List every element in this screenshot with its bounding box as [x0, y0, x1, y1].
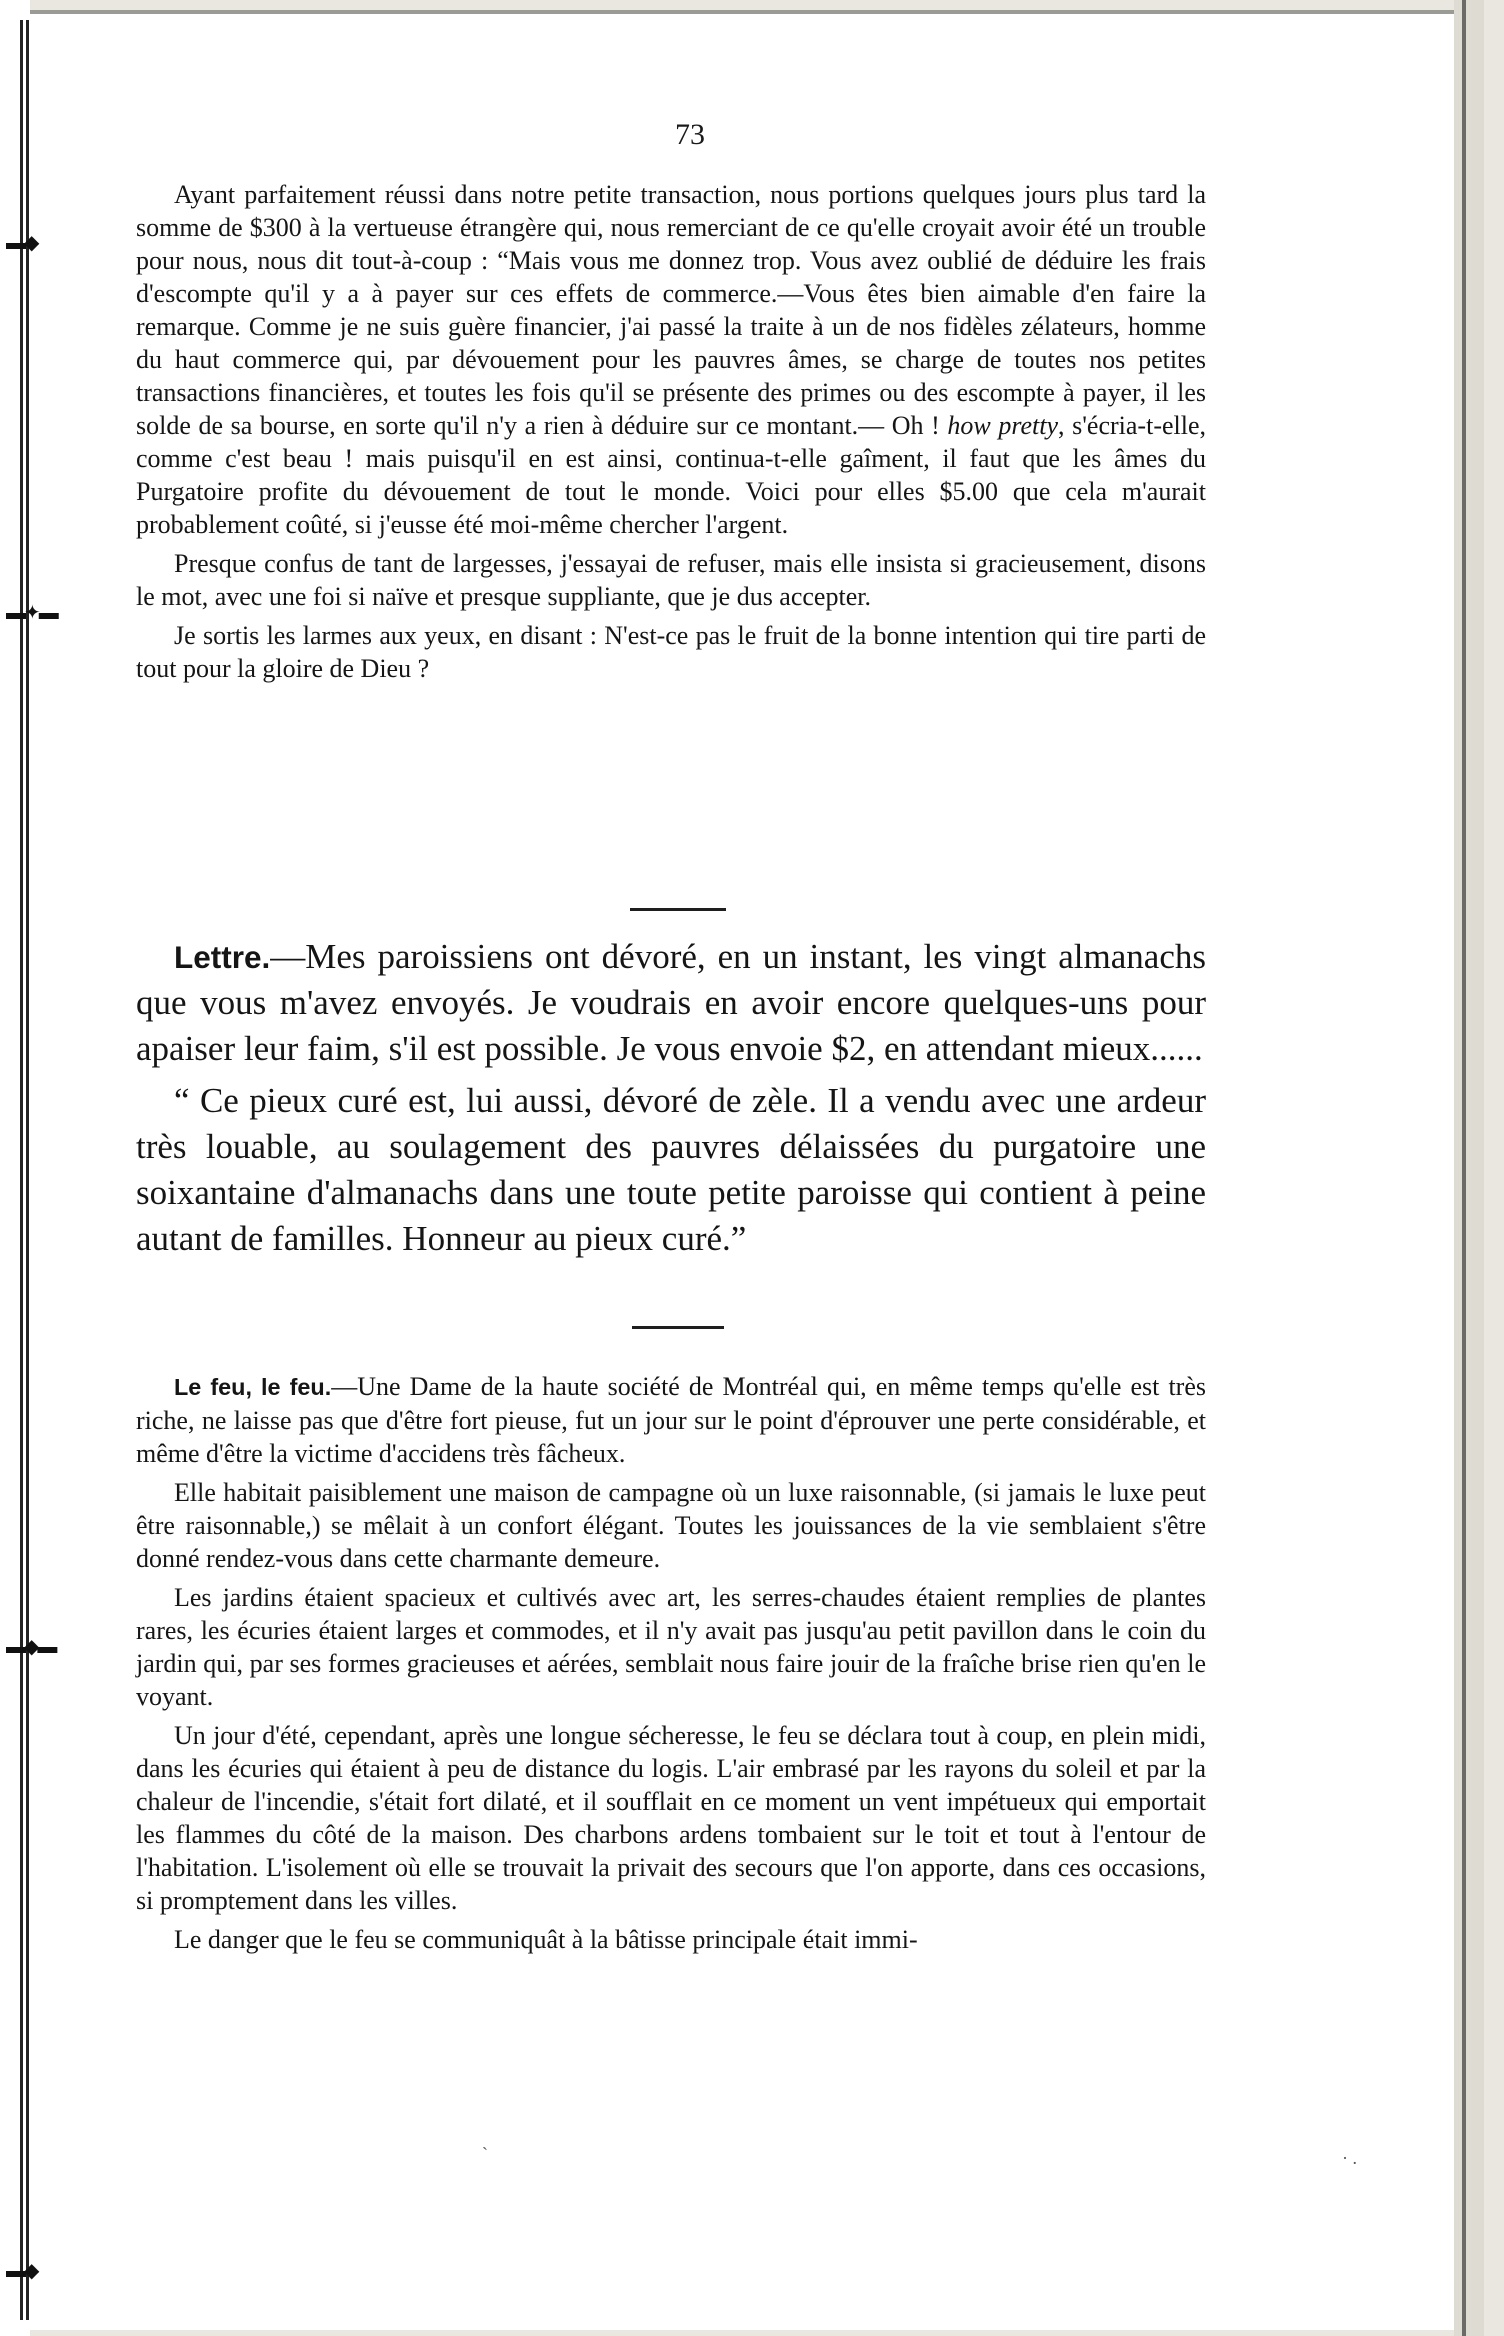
- paragraph: Je sortis les larmes aux yeux, en disant : N'est-ce pas le fruit de la bonne intention qui tire parti de tout pour la gloire de Dieu ?: [136, 621, 1206, 683]
- speck-mark: · .: [1342, 2148, 1357, 2168]
- section-divider: [632, 1326, 724, 1329]
- paragraph-lead: Le feu, le feu.: [174, 1374, 332, 1400]
- page-edge-line: [1462, 0, 1466, 2336]
- paragraph: [136, 1370, 1206, 1470]
- paragraph-text: Ayant parfaitement réussi dans notre petite transaction, nous portions quelques jours plus tard la somme de $300 à la vertueuse étrangère qui, nous remerciant de ce qu'elle croyait avoir été un trouble pour nous, nous dit tout-à-coup : “Mais vous me donnez trop. Vous avez oublié de déduire les frais d'escompte qu'il y a à payer sur ces effets de commerce.—Vous êtes bien aimable d'en faire la remarque. Comme je ne suis guère financier, j'ai passé la traite à un de nos fidèles zélateurs, homme du haut commerce qui, par dévouement pour les pauvres âmes, se charge de toutes nos petites transactions financières, et toutes les fois qu'il se présente des primes ou des escompte à payer, il les solde de sa bourse, en sorte qu'il n'y a rien à déduire sur ce montant.— Oh !: [136, 180, 1206, 440]
- italic-phrase: how pretty: [947, 411, 1059, 440]
- binding-stitch-icon: ▬◆: [6, 2260, 38, 2282]
- spine-line: [26, 20, 29, 2320]
- paragraph: [136, 934, 1206, 1072]
- binding-stitch-icon: ▬✦▬: [6, 602, 57, 624]
- page-spine: [0, 0, 30, 2336]
- spine-line: [20, 20, 23, 2320]
- section-letter: [136, 934, 1206, 1262]
- paragraph: [136, 178, 1206, 541]
- section-divider: [630, 908, 726, 911]
- paragraph-lead: Lettre.: [174, 939, 271, 975]
- paragraph-text: —Mes paroissiens ont dévoré, en un instant, les vingt almanachs que vous m'avez envoyés. Je voudrais en avoir encore quelques-uns pour apaiser leur faim, s'il est possible. Je vous envoie $2, en attendant mieux......: [136, 937, 1206, 1068]
- paragraph: Les jardins étaient spacieux et cultivés avec art, les serres-chaudes étaient remplies de plantes rares, les écuries étaient larges et commodes, et il n'y avait pas jusqu'au petit pavillon dans le coin du jardin qui, par ses formes gracieuses et aérées, semblait nous faire jouir de la fraîche brise rien qu'en le voyant.: [136, 1583, 1206, 1711]
- binding-stitch-icon: ▬◆▬: [6, 1636, 56, 1658]
- binding-stitch-icon: ▬◆: [6, 232, 38, 254]
- paragraph: Un jour d'été, cependant, après une longue sécheresse, le feu se déclara tout à coup, en plein midi, dans les écuries qui étaient à peu de distance du logis. L'air embrasé par les rayons du soleil et par la chaleur de l'incendie, s'était fort dilaté, et il soufflait en ce moment un vent impétueux qui emportait les flammes du côté de la maison. Des charbons ardens tombaient sur le toit et tout à l'entour de l'habitation. L'isolement où elle se trouvait la privait des secours que l'on apporte, dans ces occasions, si promptement dans les villes.: [136, 1721, 1206, 1915]
- speck-mark: ˏ: [482, 2130, 488, 2150]
- paragraph: Le danger que le feu se communiquât à la bâtisse principale était immi-: [174, 1925, 918, 1954]
- section-fire-story: [136, 1370, 1206, 1956]
- page-number: 73: [675, 118, 705, 151]
- page-edge: [1454, 0, 1484, 2336]
- paragraph-text: —Une Dame de la haute société de Montréal qui, en même temps qu'elle est très riche, ne laisse pas que d'être fort pieuse, fut un jour sur le point d'éprouver une perte considérable, et même d'être la victime d'accidens très fâcheux.: [136, 1372, 1206, 1468]
- section-anecdote: [136, 178, 1206, 685]
- paragraph: “ Ce pieux curé est, lui aussi, dévoré de zèle. Il a vendu avec une ardeur très louable, au soulagement des pauvres délaissées du purgatoire une soixantaine d'almanachs dans une toute petite paroisse qui contient à peine autant de familles. Honneur au pieux curé.”: [136, 1081, 1206, 1258]
- paragraph-text: , s'écria-t-elle, comme c'est beau ! mais puisqu'il en est ainsi, continua-t-elle gaîment, il faut que les âmes du Purgatoire profite du dévouement de tout le monde. Voici pour elles $5.00 que cela m'aurait probablement coûté, si j'eusse été moi-même chercher l'argent.: [136, 411, 1206, 539]
- paragraph: Presque confus de tant de largesses, j'essayai de refuser, mais elle insista si gracieusement, disons le mot, avec une foi si naïve et presque suppliante, que je dus accepter.: [136, 549, 1206, 611]
- paragraph: Elle habitait paisiblement une maison de campagne où un luxe raisonnable, (si jamais le luxe peut être raisonnable,) se mêlait à un confort élégant. Toutes les jouissances de la vie semblaient s'être donné rendez-vous dans cette charmante demeure.: [136, 1478, 1206, 1573]
